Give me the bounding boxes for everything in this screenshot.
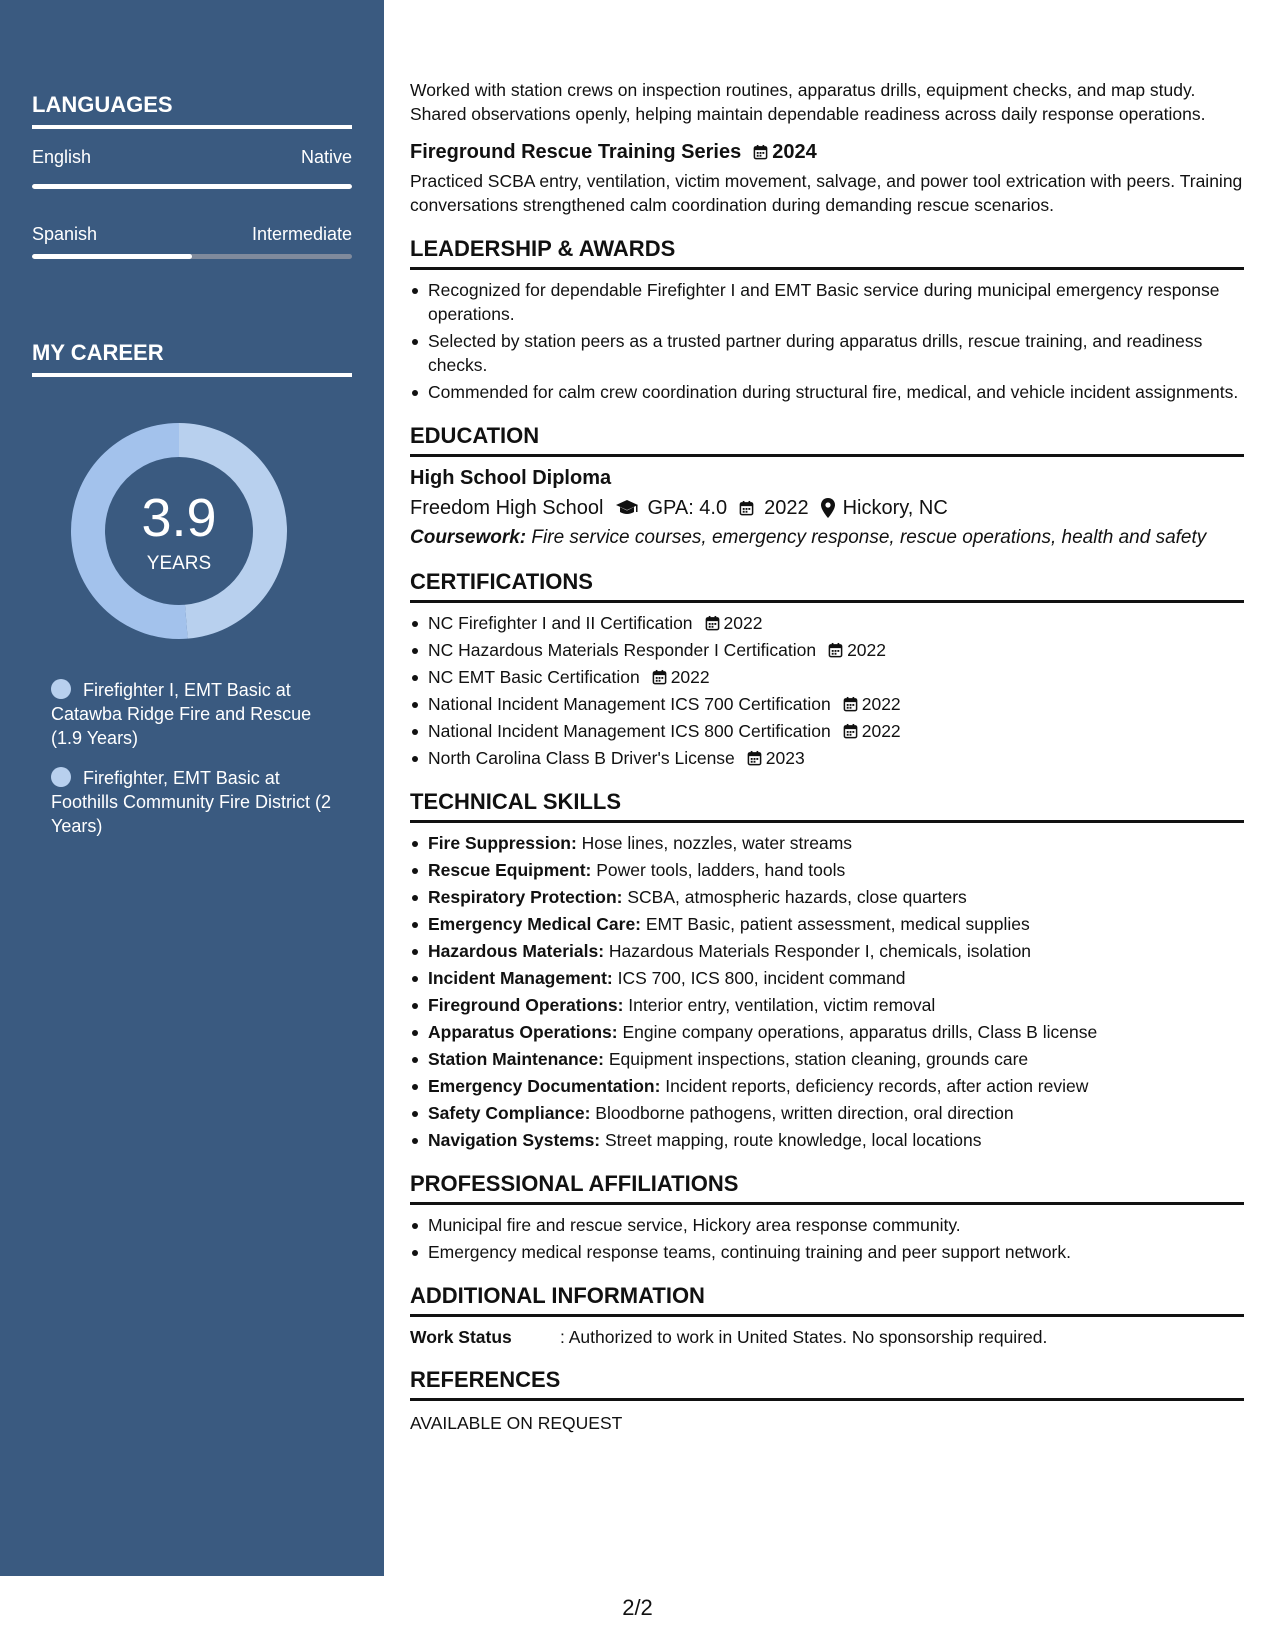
training-description: Practiced SCBA entry, ventilation, victim movement, salvage, and power tool extrication with peers. Training conversations strengthened calm coordination during demanding rescue scenarios. (410, 171, 1243, 215)
skill-label: Station Maintenance: (428, 1049, 604, 1069)
gpa: GPA: 4.0 (647, 497, 728, 519)
language-name: Spanish (32, 224, 98, 244)
skill-text: ICS 700, ICS 800, incident command (612, 968, 906, 988)
coursework (410, 525, 1244, 550)
certification-item (410, 638, 1244, 662)
skill-label: Hazardous Materials: (428, 941, 605, 961)
skill-text: SCBA, atmospheric hazards, close quarters (622, 887, 967, 907)
certifications-list (410, 611, 1244, 770)
skill-label: Incident Management: (428, 968, 613, 988)
certification-year: 2022 (670, 667, 710, 687)
skill-item (410, 858, 1244, 882)
calendar-icon (843, 696, 858, 712)
skill-text: Equipment inspections, station cleaning, grounds care (604, 1049, 1029, 1069)
language-row-spanish (32, 224, 352, 245)
career-dot-icon (51, 679, 71, 699)
sidebar (0, 0, 384, 1576)
skill-text: Hose lines, nozzles, water streams (576, 833, 853, 853)
leadership-list (410, 278, 1244, 404)
references-text: AVAILABLE ON REQUEST (410, 1413, 623, 1433)
references-section-title: REFERENCES (410, 1366, 1244, 1401)
calendar-icon (828, 642, 843, 658)
language-bar-spanish (32, 254, 352, 259)
skill-text: Engine company operations, apparatus drills, Class B license (617, 1022, 1098, 1042)
coursework-text: Fire service courses, emergency response, rescue operations, health and safety (526, 527, 1207, 548)
skill-item (410, 1101, 1244, 1125)
skill-text: Hazardous Materials Responder I, chemicals, isolation (604, 941, 1032, 961)
education-details (410, 494, 1244, 522)
certification-year: 2022 (861, 721, 901, 741)
skill-item (410, 1047, 1244, 1071)
certification-name: National Incident Management ICS 700 Certification (428, 694, 831, 714)
languages-title: LANGUAGES (32, 92, 352, 129)
certification-name: National Incident Management ICS 800 Certification (428, 721, 831, 741)
skill-text: Street mapping, route knowledge, local locations (600, 1130, 982, 1150)
language-row-english (32, 147, 352, 168)
certification-name: North Carolina Class B Driver's License (428, 748, 735, 768)
list-item: Commended for calm crew coordination during structural fire, medical, and vehicle incident assignments. (410, 380, 1244, 404)
skill-label: Fire Suppression: (428, 833, 577, 853)
affiliations-list (410, 1213, 1244, 1264)
skill-item (410, 1020, 1244, 1044)
school-name: Freedom High School (410, 497, 604, 519)
skill-label: Emergency Documentation: (428, 1076, 661, 1096)
skill-item (410, 966, 1244, 990)
language-bar-fill (32, 254, 192, 259)
training-title: Fireground Rescue Training Series (410, 141, 742, 163)
language-level: Native (300, 147, 352, 167)
certification-item (410, 719, 1244, 743)
calendar-icon (652, 669, 667, 685)
certification-year: 2023 (765, 748, 805, 768)
career-total-unit: YEARS (146, 553, 212, 574)
career-total-value: 3.9 (141, 488, 217, 548)
language-level: Intermediate (251, 224, 352, 244)
career-item (51, 678, 341, 750)
main-content (410, 78, 1244, 1435)
career-item-text: Firefighter, EMT Basic at Foothills Community Fire District (2 Years) (51, 768, 332, 836)
work-status-row (410, 1327, 1244, 1348)
work-status-value: : Authorized to work in United States. No sponsorship required. (560, 1327, 1048, 1347)
work-status-label: Work Status (410, 1327, 512, 1347)
list-item: Emergency medical response teams, continuing training and peer support network. (410, 1240, 1244, 1264)
graduation-cap-icon (615, 499, 639, 517)
certification-name: NC Hazardous Materials Responder I Certification (428, 640, 817, 660)
skill-item (410, 831, 1244, 855)
graduation-year: 2022 (764, 497, 809, 519)
training-heading (410, 139, 1244, 165)
skills-list (410, 831, 1244, 1152)
skills-section-title: TECHNICAL SKILLS (410, 788, 1244, 823)
language-bar-english (32, 184, 352, 189)
calendar-icon (747, 750, 762, 766)
location-pin-icon (821, 498, 835, 518)
skill-label: Rescue Equipment: (428, 860, 592, 880)
skill-item (410, 912, 1244, 936)
career-title: MY CAREER (32, 340, 352, 377)
career-item-text: Firefighter I, EMT Basic at Catawba Ridge Fire and Rescue (1.9 Years) (51, 680, 312, 748)
coursework-label: Coursework: (410, 527, 527, 548)
calendar-icon (753, 144, 768, 160)
list-item: Recognized for dependable Firefighter I and EMT Basic service during municipal emergency response operations. (410, 278, 1244, 326)
skill-item (410, 993, 1244, 1017)
additional-section-title: ADDITIONAL INFORMATION (410, 1282, 1244, 1317)
skill-item (410, 1128, 1244, 1152)
education-section-title: EDUCATION (410, 422, 1244, 457)
certification-item (410, 746, 1244, 770)
experience-description: Worked with station crews on inspection routines, apparatus drills, equipment checks, and map study. Shared observations openly, helping maintain dependable readiness across daily response operations. (410, 80, 1206, 124)
skill-label: Emergency Medical Care: (428, 914, 642, 934)
language-bar-fill (32, 184, 352, 189)
calendar-icon (739, 500, 754, 516)
skill-label: Safety Compliance: (428, 1103, 591, 1123)
skill-item (410, 939, 1244, 963)
certification-name: NC Firefighter I and II Certification (428, 613, 693, 633)
certification-year: 2022 (723, 613, 763, 633)
affiliations-section-title: PROFESSIONAL AFFILIATIONS (410, 1170, 1244, 1205)
skill-label: Fireground Operations: (428, 995, 624, 1015)
skill-label: Navigation Systems: (428, 1130, 601, 1150)
list-item: Selected by station peers as a trusted partner during apparatus drills, rescue training, and readiness checks. (410, 329, 1244, 377)
certification-item (410, 611, 1244, 635)
calendar-icon (843, 723, 858, 739)
certification-item (410, 692, 1244, 716)
list-item: Municipal fire and rescue service, Hickory area response community. (410, 1213, 1244, 1237)
skill-item (410, 1074, 1244, 1098)
skill-text: EMT Basic, patient assessment, medical supplies (641, 914, 1030, 934)
career-item (51, 766, 341, 838)
skill-text: Power tools, ladders, hand tools (591, 860, 846, 880)
leadership-section-title: LEADERSHIP & AWARDS (410, 235, 1244, 270)
skill-item (410, 885, 1244, 909)
calendar-icon (705, 615, 720, 631)
skill-text: Incident reports, deficiency records, after action review (660, 1076, 1089, 1096)
language-name: English (32, 147, 92, 167)
degree-title: High School Diploma (410, 467, 612, 489)
training-year: 2024 (772, 141, 817, 163)
page-number: 2/2 (622, 1595, 653, 1620)
skill-label: Respiratory Protection: (428, 887, 623, 907)
certification-year: 2022 (847, 640, 887, 660)
certification-year: 2022 (861, 694, 901, 714)
skill-label: Apparatus Operations: (428, 1022, 618, 1042)
career-dot-icon (51, 767, 71, 787)
skill-text: Bloodborne pathogens, written direction, oral direction (590, 1103, 1014, 1123)
certification-name: NC EMT Basic Certification (428, 667, 640, 687)
certification-item (410, 665, 1244, 689)
school-location: Hickory, NC (842, 497, 948, 519)
skill-text: Interior entry, ventilation, victim removal (623, 995, 936, 1015)
certifications-section-title: CERTIFICATIONS (410, 568, 1244, 603)
